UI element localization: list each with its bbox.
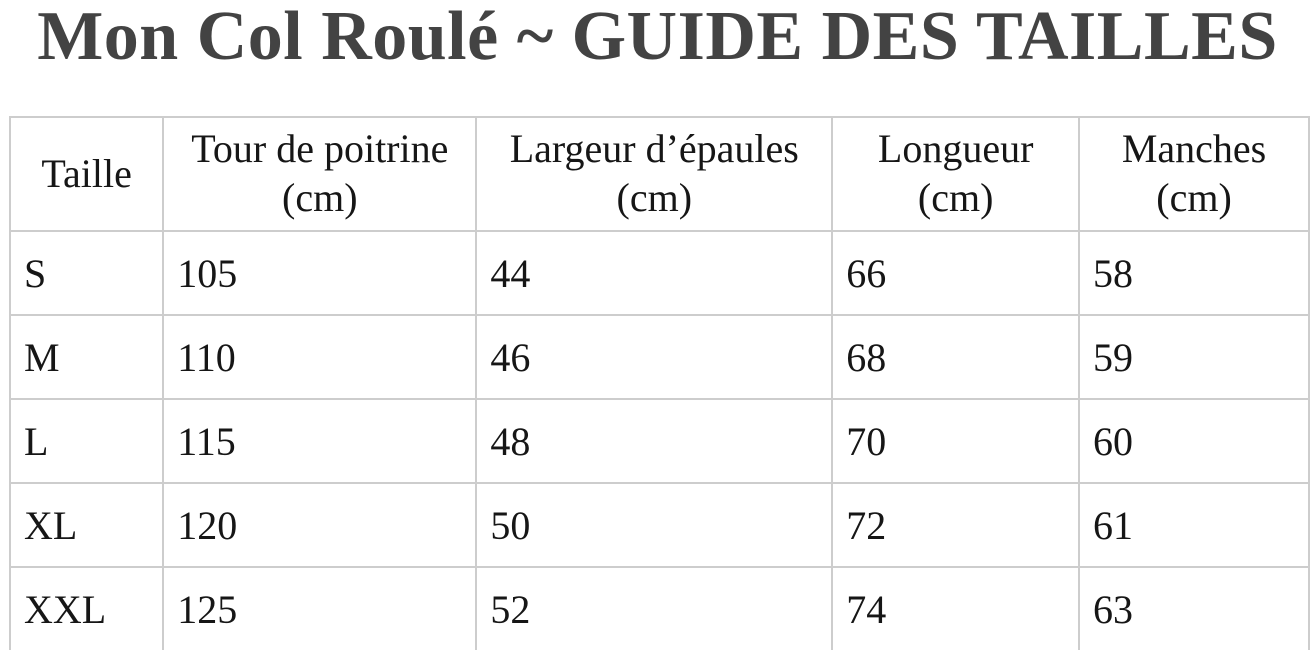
column-header-longueur [832, 117, 1079, 231]
table-row-xxl [10, 567, 1309, 650]
table-row-s [10, 231, 1309, 315]
cell-largeur-epaules: 52 [476, 567, 832, 650]
cell-longueur: 70 [832, 399, 1079, 483]
cell-manches: 61 [1079, 483, 1309, 567]
column-header-largeur-epaules [476, 117, 832, 231]
cell-tour-de-poitrine: 110 [163, 315, 476, 399]
cell-manches: 59 [1079, 315, 1309, 399]
cell-taille: XL [10, 483, 163, 567]
cell-taille: L [10, 399, 163, 483]
column-header-label: Manches [1121, 126, 1267, 172]
column-header-label: Taille [41, 150, 132, 196]
cell-tour-de-poitrine: 105 [163, 231, 476, 315]
cell-largeur-epaules: 48 [476, 399, 832, 483]
cell-tour-de-poitrine: 125 [163, 567, 476, 650]
column-header-unit: (cm) [917, 175, 994, 220]
column-header-unit: (cm) [1156, 175, 1232, 220]
cell-taille: XXL [10, 567, 163, 650]
column-header-manches [1079, 117, 1309, 231]
table-row-m [10, 315, 1309, 399]
cell-tour-de-poitrine: 120 [163, 483, 476, 567]
cell-taille: S [10, 231, 163, 315]
cell-manches: 60 [1079, 399, 1309, 483]
cell-largeur-epaules: 44 [476, 231, 832, 315]
column-header-label: Longueur [877, 126, 1034, 172]
cell-largeur-epaules: 50 [476, 483, 832, 567]
cell-manches: 63 [1079, 567, 1309, 650]
column-header-tour-de-poitrine [163, 117, 476, 231]
cell-longueur: 72 [832, 483, 1079, 567]
page-title: Mon Col Roulé ~ GUIDE DES TAILLES [37, 0, 1278, 75]
cell-manches: 58 [1079, 231, 1309, 315]
column-header-label: Largeur d’épaules [509, 126, 799, 172]
table-row-l [10, 399, 1309, 483]
cell-tour-de-poitrine: 115 [163, 399, 476, 483]
size-guide-table [9, 116, 1310, 650]
cell-longueur: 74 [832, 567, 1079, 650]
cell-longueur: 66 [832, 231, 1079, 315]
table-row-xl [10, 483, 1309, 567]
column-header-unit: (cm) [616, 175, 693, 220]
column-header-label: Tour de poitrine [191, 126, 449, 172]
table-header-row [10, 117, 1309, 231]
cell-longueur: 68 [832, 315, 1079, 399]
column-header-unit: (cm) [282, 175, 358, 220]
cell-largeur-epaules: 46 [476, 315, 832, 399]
column-header-taille [10, 117, 163, 231]
cell-taille: M [10, 315, 163, 399]
